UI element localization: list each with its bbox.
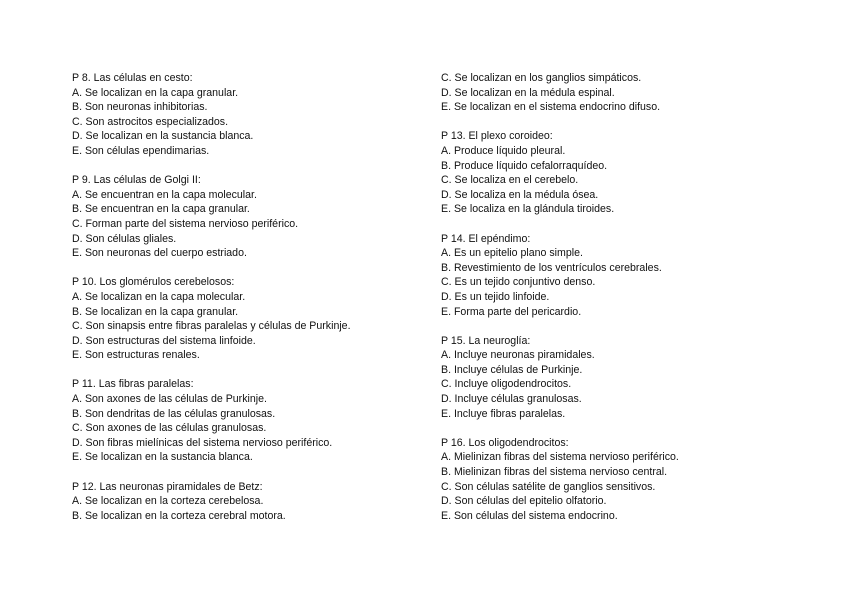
answer-option: C. Son astrocitos especializados. — [72, 115, 229, 128]
question-block — [441, 71, 811, 115]
answer-option: E. Son estructuras renales. — [72, 349, 200, 362]
answer-option: D. Se localizan en la médula espinal. — [441, 86, 615, 99]
answer-option: D. Son fibras mielínicas del sistema nervioso periférico. — [72, 436, 333, 449]
left-column — [72, 71, 442, 538]
question-stem: P 15. La neuroglía: — [441, 334, 531, 347]
answer-option: A. Es un epitelio plano simple. — [441, 247, 583, 260]
question-block — [441, 129, 811, 217]
question-block — [72, 275, 442, 363]
answer-option: E. Son neuronas del cuerpo estriado. — [72, 247, 247, 260]
answer-option: A. Mielinizan fibras del sistema nervioso periférico. — [441, 451, 679, 464]
answer-option: B. Se localizan en la corteza cerebral motora. — [72, 509, 286, 522]
answer-option: B. Incluye células de Purkinje. — [441, 363, 583, 376]
question-block — [441, 334, 811, 422]
answer-option: C. Incluye oligodendrocitos. — [441, 378, 572, 391]
answer-option: E. Son células del sistema endocrino. — [441, 509, 618, 522]
question-block — [72, 480, 442, 524]
question-stem: P 9. Las células de Golgi II: — [72, 174, 201, 187]
answer-option: E. Se localizan en el sistema endocrino difuso. — [441, 101, 661, 114]
question-block — [72, 377, 442, 465]
answer-option: A. Se localizan en la capa molecular. — [72, 290, 246, 303]
answer-option: C. Se localiza en el cerebelo. — [441, 174, 579, 187]
answer-option: D. Es un tejido linfoide. — [441, 290, 550, 303]
answer-option: A. Incluye neuronas piramidales. — [441, 349, 595, 362]
answer-option: D. Incluye células granulosas. — [441, 393, 582, 406]
question-stem: P 8. Las células en cesto: — [72, 72, 193, 84]
answer-option: E. Forma parte del pericardio. — [441, 305, 582, 318]
answer-option: B. Revestimiento de los ventrículos cerebrales. — [441, 261, 662, 274]
answer-option: B. Son neuronas inhibitorias. — [72, 101, 208, 114]
answer-option: B. Produce líquido cefalorraquídeo. — [441, 159, 608, 172]
answer-option: D. Se localizan en la sustancia blanca. — [72, 130, 254, 143]
answer-option: C. Es un tejido conjuntivo denso. — [441, 276, 596, 289]
answer-option: C. Son axones de las células granulosas. — [72, 422, 267, 435]
question-block — [441, 436, 811, 524]
answer-option: E. Incluye fibras paralelas. — [441, 407, 566, 420]
answer-option: D. Son células del epitelio olfatorio. — [441, 495, 607, 508]
question-block — [72, 71, 442, 159]
answer-option: E. Se localizan en la sustancia blanca. — [72, 451, 253, 464]
answer-option: A. Se localizan en la capa granular. — [72, 86, 239, 99]
question-block — [441, 232, 811, 320]
answer-option: E. Se localiza en la glándula tiroides. — [441, 203, 615, 216]
answer-option: D. Son estructuras del sistema linfoide. — [72, 334, 256, 347]
right-column — [441, 71, 811, 538]
question-stem: P 10. Los glomérulos cerebelosos: — [72, 276, 235, 289]
question-block — [72, 173, 442, 261]
question-stem: P 16. Los oligodendrocitos: — [441, 436, 569, 449]
answer-option: B. Mielinizan fibras del sistema nervioso central. — [441, 466, 668, 479]
answer-option: C. Forman parte del sistema nervioso periférico. — [72, 217, 299, 230]
answer-option: A. Se encuentran en la capa molecular. — [72, 188, 257, 201]
answer-option: D. Se localiza en la médula ósea. — [441, 188, 599, 201]
answer-option: C. Se localizan en los ganglios simpáticos. — [441, 72, 642, 84]
answer-option: E. Son células ependimarias. — [72, 144, 210, 157]
answer-option: A. Produce líquido pleural. — [441, 144, 566, 157]
answer-option: D. Son células gliales. — [72, 232, 177, 245]
question-stem: P 11. Las fibras paralelas: — [72, 378, 194, 391]
answer-option: A. Son axones de las células de Purkinje. — [72, 393, 267, 406]
question-stem: P 13. El plexo coroideo: — [441, 130, 553, 143]
answer-option: B. Se encuentran en la capa granular. — [72, 203, 250, 216]
question-stem: P 14. El epéndimo: — [441, 232, 531, 245]
question-stem: P 12. Las neuronas piramidales de Betz: — [72, 480, 263, 493]
answer-option: B. Son dendritas de las células granulosas. — [72, 407, 276, 420]
answer-option: B. Se localizan en la capa granular. — [72, 305, 239, 318]
answer-option: C. Son células satélite de ganglios sensitivos. — [441, 480, 656, 493]
answer-option: C. Son sinapsis entre fibras paralelas y células de Purkinje. — [72, 320, 351, 333]
answer-option: A. Se localizan en la corteza cerebelosa. — [72, 495, 264, 508]
